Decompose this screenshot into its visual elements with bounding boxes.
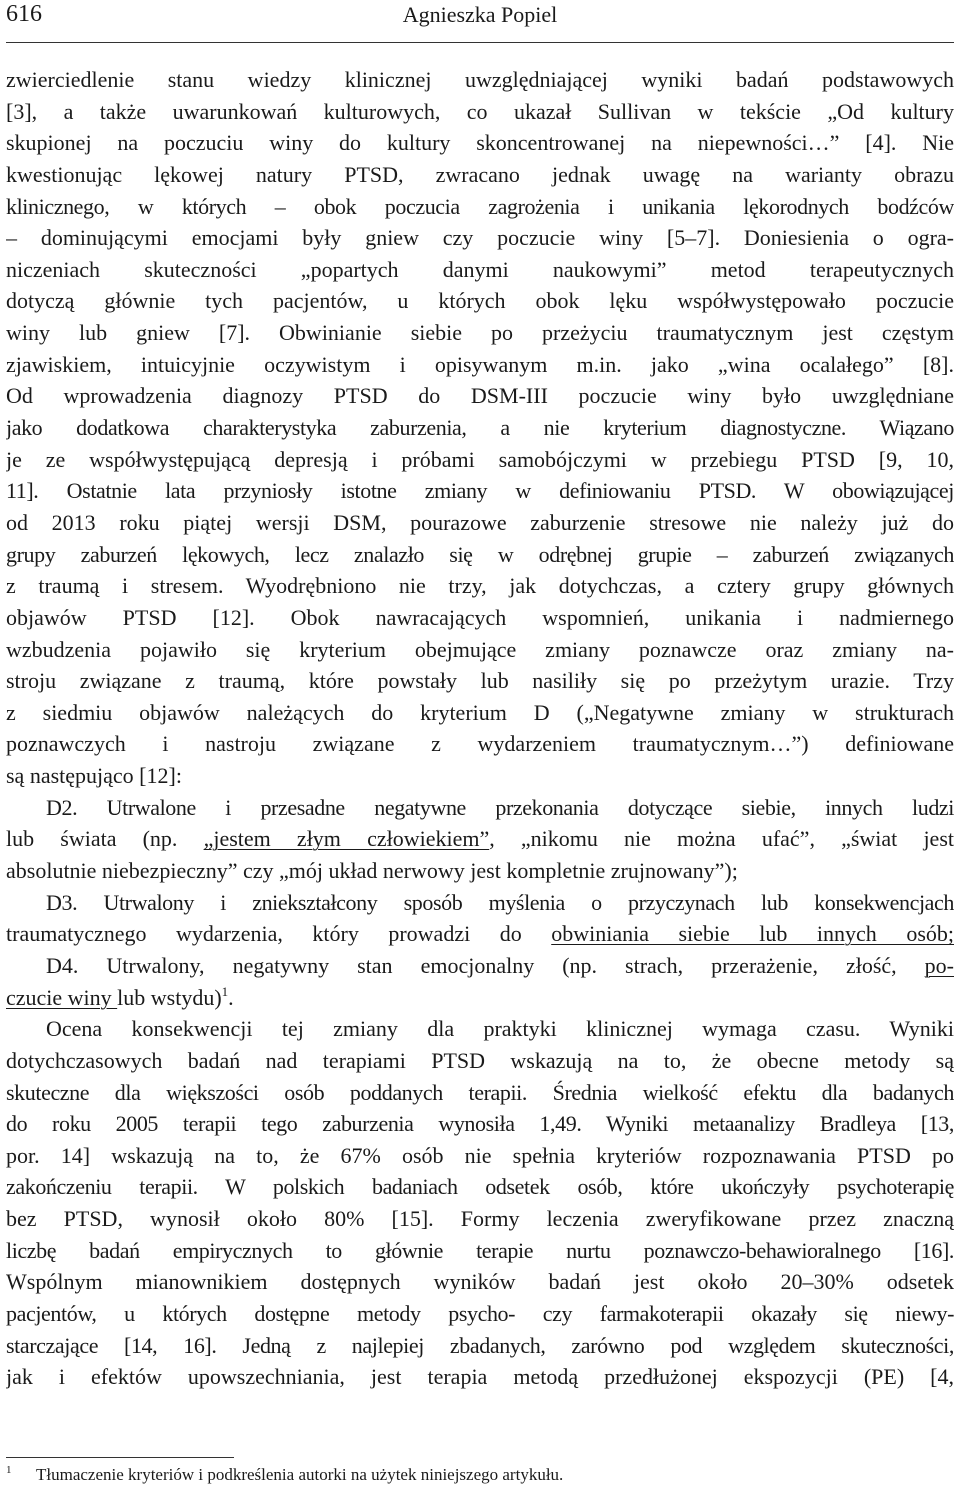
text-line: od 2013 roku piątej wersji DSM, pourazowe zaburzenie stresowe nie należy już do — [6, 509, 954, 535]
underlined-phrase: „jestem złym człowiekiem” — [203, 826, 490, 852]
text-line: zakończeniu terapii. W polskich badaniach odsetek osób, które ukończyły psychoterapię — [6, 1174, 954, 1200]
text-fragment: lub wstydu) — [117, 984, 222, 1010]
text-line: absolutnie niebezpieczny” czy „mój układ nerwowy jest kompletnie zrujnowany”); — [6, 858, 738, 884]
text-line: skuteczne dla większości osób poddanych terapii. Średnia wielkość efektu dla badanych — [6, 1079, 954, 1105]
text-line: Wspólnym mianownikiem dostępnych wyników badań jest około 20–30% odsetek — [6, 1269, 954, 1295]
text-line: winy lub gniew [7]. Obwinianie siebie po przeżyciu traumatycznym jest częstym — [6, 320, 954, 346]
text-line: dotyczą głównie tych pacjentów, u których obok lęku współwystępowało poczucie — [6, 288, 954, 314]
text-line: pacjentów, u których dostępne metody psycho- czy farmakoterapii okazały się niewy- — [6, 1300, 954, 1326]
footnote-reference: 1 — [221, 983, 229, 999]
text-line: z siedmiu objawów należących do kryterium D („Negatywne zmiany w strukturach — [6, 699, 954, 725]
text-line — [6, 918, 954, 950]
text-line — [6, 823, 954, 855]
criterion-d2-line: D2. Utrwalone i przesadne negatywne przekonania dotyczące siebie, innych ludzi — [46, 794, 954, 820]
text-line: bez PTSD, wynosił około 80% [15]. Formy leczenia zweryfikowane przez znaczną — [6, 1206, 954, 1232]
text-line: zjawiskiem, intuicyjnie oczywistym i opisywanym m.in. jako „wina ocalałego” [8]. — [6, 351, 954, 377]
text-fragment: D4. Utrwalony, negatywny stan emocjonalny (np. strach, przerażenie, złość, — [46, 952, 925, 978]
text-fragment: . — [228, 984, 234, 1010]
criterion-d3-line: D3. Utrwalony i zniekształcony sposób myślenia o przyczynach lub konsekwencjach — [46, 889, 954, 915]
text-line: zwierciedlenie stanu wiedzy klinicznej uwzględniającej wyniki badań podstawowych — [6, 67, 954, 92]
text-line: kwestionując lękowej natury PTSD, zwracano jednak uwagę na warianty obrazu — [6, 161, 954, 187]
text-line: [3], a także uwarunkowań kulturowych, co ukazał Sullivan w tekście „Od kultury — [6, 98, 954, 124]
text-line: jako dodatkowa charakterystyka zaburzenia, a nie kryterium diagnostyczne. Wiązano — [6, 415, 954, 441]
text-line: są następująco [12]: — [6, 763, 182, 789]
body-text — [6, 64, 954, 1393]
text-line: Od wprowadzenia diagnozy PTSD do DSM-III poczucie winy było uwzględniane — [6, 383, 954, 409]
text-line: je ze współwystępującą depresją i próbami samobójczymi w przebiegu PTSD [9, 10, — [6, 446, 954, 472]
text-line: niczeniach skuteczności „popartych danymi naukowymi” metod terapeutycznych — [6, 256, 954, 282]
footnote-divider — [6, 1457, 234, 1458]
text-line — [6, 982, 954, 1014]
text-line: poznawczych i nastroju związane z wydarzeniem traumatycznym…”) definiowane — [6, 731, 954, 757]
underlined-phrase: obwiniania siebie lub innych osób; — [551, 921, 954, 947]
text-line: liczbę badań empirycznych to głównie terapie nurtu poznawczo-behawioralnego [16]. — [6, 1237, 954, 1263]
text-line: 11]. Ostatnie lata przyniosły istotne zmiany w definiowaniu PTSD. W obowiązującej — [6, 478, 954, 504]
footnote: 1 Tłumaczenie kryteriów i podkreślenia autorki na użytek niniejszego artykułu. — [6, 1464, 564, 1484]
text-fragment: traumatycznego wydarzenia, który prowadzi do — [6, 921, 552, 947]
text-line: klinicznego, w których – obok poczucia zagrożenia i unikania lękorodnych bodźców — [6, 193, 954, 219]
text-line: starczające [14, 16]. Jedną z najlepiej zbadanych, zarówno pod względem skuteczności, — [6, 1332, 954, 1358]
text-line: por. 14] wskazują na to, że 67% osób nie spełnia kryteriów rozpoznawania PTSD po — [6, 1142, 954, 1168]
underlined-phrase: czucie winy — [6, 984, 118, 1010]
text-line: grupy zaburzeń lękowych, lecz znalazło się w odrębnej grupie – zaburzeń związanych — [6, 541, 954, 567]
text-line: skupionej na poczuciu winy do kultury skoncentrowanej na niepewności…” [4]. Nie — [6, 130, 954, 156]
text-line: Ocena konsekwencji tej zmiany dla praktyki klinicznej wymaga czasu. Wyniki — [46, 1016, 954, 1042]
text-line: stroju związane z traumą, które powstały lub nasiliły się po przeżytym urazie. Trzy — [6, 668, 954, 694]
running-head-author: Agnieszka Popiel — [402, 2, 558, 27]
footnote-text: Tłumaczenie kryteriów i podkreślenia autorki na użytek niniejszego artykułu. — [36, 1465, 564, 1484]
text-fragment: lub świata (np. — [6, 826, 204, 852]
text-fragment: , „nikomu nie można ufać”, „świat jest — [489, 826, 954, 852]
text-line: z traumą i stresem. Wyodrębniono nie trzy, jak dotychczas, a cztery grupy głównych — [6, 573, 954, 599]
underlined-phrase: po- — [924, 952, 954, 978]
text-line: – dominującymi emocjami były gniew czy poczucie winy [5–7]. Doniesienia o ogra- — [6, 225, 954, 251]
page-number: 616 — [6, 1, 42, 27]
running-header — [6, 0, 954, 43]
text-line: objawów PTSD [12]. Obok nawracających wspomnień, unikania i nadmiernego — [6, 604, 954, 630]
text-line: do roku 2005 terapii tego zaburzenia wynosiła 1,49. Wyniki metaanalizy Bradleya [13, — [6, 1111, 954, 1137]
text-line: dotychczasowych badań nad terapiami PTSD wskazują na to, że obecne metody są — [6, 1047, 954, 1073]
criterion-d4-line — [6, 950, 954, 982]
text-line: wzbudzenia pojawiło się kryterium obejmujące zmiany poznawcze oraz zmiany na- — [6, 636, 954, 662]
text-line: jak i efektów upowszechniania, jest terapia metodą przedłużonej ekspozycji (PE) [4, — [6, 1364, 954, 1390]
